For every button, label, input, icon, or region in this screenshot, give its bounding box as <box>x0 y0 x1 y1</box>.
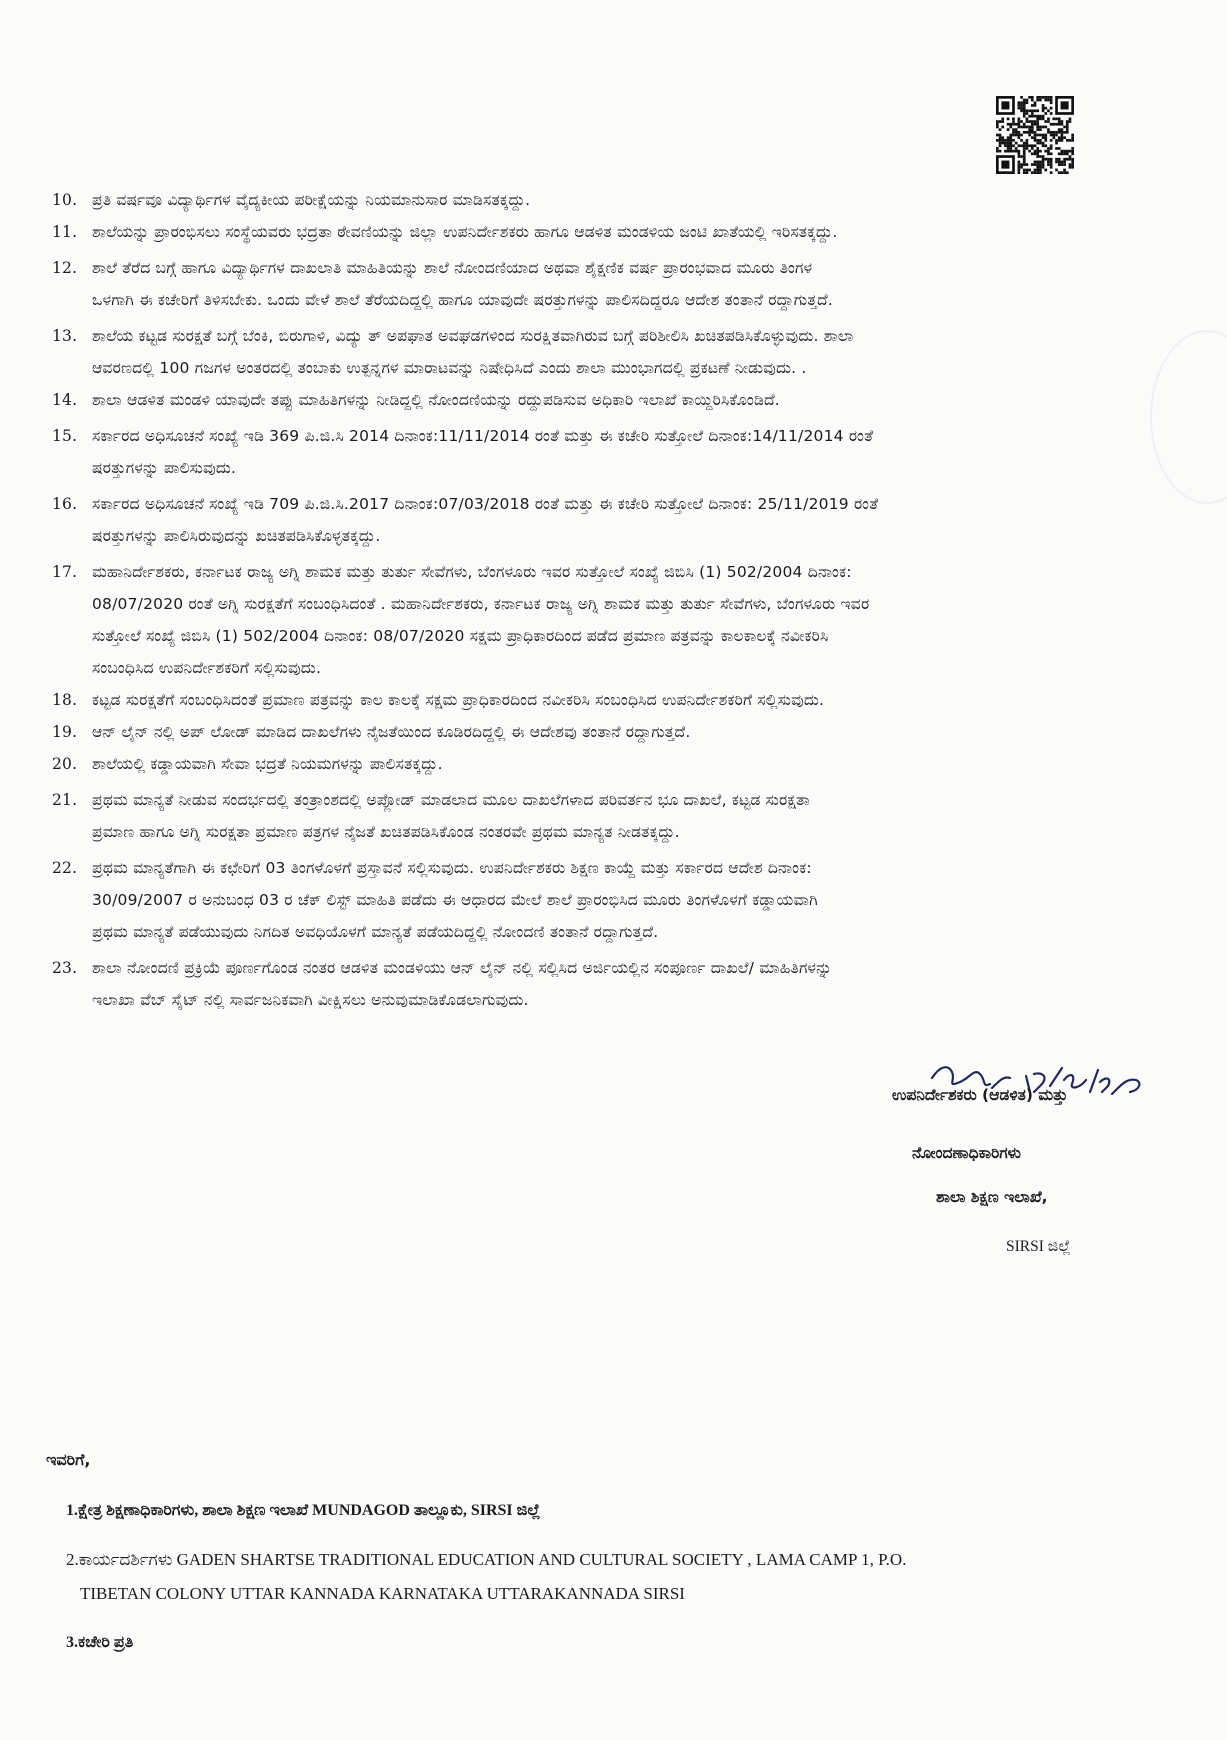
item-text <box>92 320 1162 384</box>
item-text <box>92 716 1162 748</box>
item-number: 14. <box>52 391 78 409</box>
item-text <box>92 216 1162 248</box>
item-text-line: ಶಾಲೆಯಲ್ಲಿ ಕಡ್ಡಾಯವಾಗಿ ಸೇವಾ ಭದ್ರತೆ ನಿಯಮಗಳನ್ನು ಪಾಲಿಸತಕ್ಕದ್ದು. <box>92 755 443 773</box>
item-text <box>92 852 1162 948</box>
item-text-line: ಶಾಲೆ ತೆರೆದ ಬಗ್ಗೆ ಹಾಗೂ ವಿದ್ಯಾರ್ಥಿಗಳ ದಾಖಲಾತಿ ಮಾಹಿತಿಯನ್ನು ಶಾಲೆ ನೋಂದಣಿಯಾದ ಅಥವಾ ಶೈಕ್ಷಣಿಕ ವರ್ಷ ಪ್ರಾರಂಭವಾದ ಮೂರು ತಿಂಗಳ <box>92 259 813 277</box>
recipient-2: 2.ಕಾರ್ಯದರ್ಶಿಗಳು GADEN SHARTSE TRADITIONAL EDUCATION AND CULTURAL SOCIETY , LAMA CAMP 1, P.O. <box>66 1550 907 1569</box>
item-text-line: ಷರತ್ತುಗಳನ್ನು ಪಾಲಿಸುವುದು. <box>92 459 237 477</box>
item-text-line: ಪ್ರಮಾಣ ಹಾಗೂ ಅಗ್ನಿ ಸುರಕ್ಷತಾ ಪ್ರಮಾಣ ಪತ್ರಗಳ ನೈಜತೆ ಖಚಿತಪಡಿಸಿಕೊಂಡ ನಂತರವೇ ಪ್ರಥಮ ಮಾನ್ಯತ ನೀಡತಕ್ಕದ್ದು. <box>92 823 680 841</box>
item-number: 12. <box>52 259 78 277</box>
item-number: 13. <box>52 327 78 345</box>
item-text-line: ಇಲಾಖಾ ವೆಬ್ ಸೈಟ್ ನಲ್ಲಿ ಸಾರ್ವಜನಿಕವಾಗಿ ವೀಕ್ಷಿಸಲು ಅನುವುಮಾಡಿಕೊಡಲಾಗುವುದು. <box>92 991 529 1009</box>
item-text <box>92 420 1162 484</box>
item-number: 20. <box>52 755 78 773</box>
list-item <box>52 852 1162 948</box>
item-text-line: ಸಂಬಂಧಿಸಿದ ಉಪನಿರ್ದೇಶಕರಿಗೆ ಸಲ್ಲಿಸುವುದು. <box>92 659 322 677</box>
item-number: 18. <box>52 691 78 709</box>
list-item <box>52 184 1162 216</box>
item-text-line: ಆವರಣದಲ್ಲಿ 100 ಗಜಗಳ ಅಂತರದಲ್ಲಿ ತಂಬಾಕು ಉತ್ಪನ್ನಗಳ ಮಾರಾಟವನ್ನು ನಿಷೇಧಿಸಿದೆ ಎಂದು ಶಾಲಾ ಮುಂಭಾಗದಲ್ಲಿ ಪ್ರಕಟಣೆ ನೀಡುವುದು. . <box>92 359 807 377</box>
item-text-line: ಶಾಲಾ ನೋಂದಣಿ ಪ್ರಕ್ರಿಯೆ ಪೂರ್ಣಗೊಂಡ ನಂತರ ಆಡಳಿತ ಮಂಡಳಿಯು ಆನ್ ಲೈನ್ ನಲ್ಲಿ ಸಲ್ಲಿಸಿದ ಅರ್ಜಿಯಲ್ಲಿನ ಸಂಪೂರ್ಣ ದಾಖಲೆ/ ಮಾಹಿತಿಗಳನ್ನು <box>92 959 833 977</box>
registering-authority: ನೋಂದಣಾಧಿಕಾರಿಗಳು <box>912 1144 1021 1162</box>
item-text <box>92 252 1162 316</box>
list-item <box>52 784 1162 848</box>
item-number: 11. <box>52 223 78 241</box>
item-text-line: ಒಳಗಾಗಿ ಈ ಕಚೇರಿಗೆ ತಿಳಿಸಬೇಕು. ಒಂದು ವೇಳೆ ಶಾಲೆ ತೆರೆಯದಿದ್ದಲ್ಲಿ ಹಾಗೂ ಯಾವುದೇ ಷರತ್ತುಗಳನ್ನು ಪಾಲಿಸದಿದ್ದರೂ ಆದೇಶ ತಂತಾನೆ ರದ್ದಾಗುತ್ತದೆ. <box>92 291 833 309</box>
item-number: 17. <box>52 563 78 581</box>
conditions-list <box>52 184 1162 1016</box>
list-item <box>52 748 1162 780</box>
item-text <box>92 784 1162 848</box>
item-text-line: ಸುತ್ತೋಲೆ ಸಂಖ್ಯೆ ಜಿಬಿಸಿ (1) 502/2004 ದಿನಾಂಕ: 08/07/2020 ಸಕ್ಷಮ ಪ್ರಾಧಿಕಾರದಿಂದ ಪಡೆದ ಪ್ರಮಾಣ ಪತ್ರವನ್ನು ಕಾಲಕಾಲಕ್ಕೆ ನವೀಕರಿಸಿ <box>92 627 829 645</box>
item-text <box>92 748 1162 780</box>
item-number: 23. <box>52 959 78 977</box>
item-text-line: ಶಾಲಾ ಆಡಳಿತ ಮಂಡಳಿ ಯಾವುದೇ ತಪ್ಪು ಮಾಹಿತಿಗಳನ್ನು ನೀಡಿದ್ದಲ್ಲಿ ನೋಂದಣಿಯನ್ನು ರದ್ದುಪಡಿಸುವ ಅಧಿಕಾರಿ ಇಲಾಖೆ ಕಾಯ್ದಿರಿಸಿಕೊಂಡಿದೆ. <box>92 391 780 409</box>
item-text-line: ಪ್ರತಿ ವರ್ಷವೂ ವಿದ್ಯಾರ್ಥಿಗಳ ವೈದ್ಯಕೀಯ ಪರೀಕ್ಷೆಯನ್ನು ನಿಯಮಾನುಸಾರ ಮಾಡಿಸತಕ್ಕದ್ದು. <box>92 191 531 209</box>
list-item <box>52 684 1162 716</box>
recipient-3: 3.ಕಚೇರಿ ಪ್ರತಿ <box>66 1634 134 1651</box>
list-item <box>52 716 1162 748</box>
item-text-line: 08/07/2020 ರಂತೆ ಅಗ್ನಿ ಸುರಕ್ಷತೆಗೆ ಸಂಬಂಧಿಸಿದಂತೆ . ಮಹಾನಿರ್ದೇಶಕರು, ಕರ್ನಾಟಕ ರಾಜ್ಯ ಅಗ್ನಿ ಶಾಮಕ ಮತ್ತು ತುರ್ತು ಸೇವೆಗಳು, ಬೆಂಗಳೂರು ಇವರ <box>92 595 870 613</box>
item-text <box>92 488 1162 552</box>
item-number: 21. <box>52 791 78 809</box>
item-number: 19. <box>52 723 78 741</box>
item-text <box>92 384 1162 416</box>
item-text-line: ಪ್ರಥಮ ಮಾನ್ಯತೆ ನೀಡುವ ಸಂದರ್ಭದಲ್ಲಿ ತಂತ್ರಾಂಶದಲ್ಲಿ ಅಪ್ಲೋಡ್ ಮಾಡಲಾದ ಮೂಲ ದಾಖಲೆಗಳಾದ ಪರಿವರ್ತನ ಭೂ ದಾಖಲೆ, ಕಟ್ಟಡ ಸುರಕ್ಷತಾ <box>92 791 810 809</box>
item-text <box>92 952 1162 1016</box>
item-text-line: ಶಾಲೆಯನ್ನು ಪ್ರಾರಂಭಿಸಲು ಸಂಸ್ಥೆಯವರು ಭದ್ರತಾ ಠೇವಣಿಯನ್ನು ಜಿಲ್ಲಾ ಉಪನಿರ್ದೇಶಕರು ಹಾಗೂ ಆಡಳಿತ ಮಂಡಳಿಯ ಜಂಟಿ ಖಾತೆಯಲ್ಲಿ ಇರಿಸತಕ್ಕದ್ದು. <box>92 223 838 241</box>
item-text-line: ಮಹಾನಿರ್ದೇಶಕರು, ಕರ್ನಾಟಕ ರಾಜ್ಯ ಅಗ್ನಿ ಶಾಮಕ ಮತ್ತು ತುರ್ತು ಸೇವೆಗಳು, ಬೆಂಗಳೂರು ಇವರ ಸುತ್ತೋಲೆ ಸಂಖ್ಯೆ ಜಿಬಿಸಿ (1) 502/2004 ದಿನಾಂಕ: <box>92 563 852 581</box>
item-text-line: ಆನ್ ಲೈನ್ ನಲ್ಲಿ ಅಪ್ ಲೋಡ್ ಮಾಡಿದ ದಾಖಲೆಗಳು ನೈಜತೆಯಿಂದ ಕೂಡಿರದಿದ್ದಲ್ಲಿ ಈ ಆದೇಶವು ತಂತಾನೆ ರದ್ದಾಗುತ್ತದೆ. <box>92 723 691 741</box>
list-item <box>52 384 1162 416</box>
recipient-2-continued: TIBETAN COLONY UTTAR KANNADA KARNATAKA UTTARAKANNADA SIRSI <box>80 1584 685 1603</box>
list-item <box>52 216 1162 248</box>
item-text-line: ಸರ್ಕಾರದ ಅಧಿಸೂಚನೆ ಸಂಖ್ಯೆ ಇಡಿ 369 ಪಿ.ಜಿ.ಸಿ 2014 ದಿನಾಂಕ:11/11/2014 ರಂತೆ ಮತ್ತು ಈ ಕಚೇರಿ ಸುತ್ತೋಲೆ ದಿನಾಂಕ:14/11/2014 ರಂತೆ <box>92 427 874 445</box>
item-text-line: ಸರ್ಕಾರದ ಅಧಿಸೂಚನೆ ಸಂಖ್ಯೆ ಇಡಿ 709 ಪಿ.ಜಿ.ಸಿ.2017 ದಿನಾಂಕ:07/03/2018 ರಂತೆ ಮತ್ತು ಈ ಕಚೇರಿ ಸುತ್ತೋಲೆ ದಿನಾಂಕ: 25/11/2019 ರಂತೆ <box>92 495 879 513</box>
recipient-1: 1.ಕ್ಷೇತ್ರ ಶಿಕ್ಷಣಾಧಿಕಾರಿಗಳು, ಶಾಲಾ ಶಿಕ್ಷಣ ಇಲಾಖೆ MUNDAGOD ತಾಲ್ಲೂಕು, SIRSI ಜಿಲ್ಲೆ <box>66 1502 541 1519</box>
item-number: 10. <box>52 191 78 209</box>
list-item <box>52 252 1162 316</box>
department-name: ಶಾಲಾ ಶಿಕ್ಷಣ ಇಲಾಖೆ, <box>936 1188 1048 1206</box>
item-text <box>92 184 1162 216</box>
signatory-designation: ಉಪನಿರ್ದೇಶಕರು (ಆಡಳಿತ) ಮತ್ತು <box>892 1086 1068 1104</box>
item-text-line: ಶಾಲೆಯ ಕಟ್ಟಡ ಸುರಕ್ಷತೆ ಬಗ್ಗೆ ಬೆಂಕಿ, ಬಿರುಗಾಳಿ, ವಿದ್ಯು ತ್ ಅಪಘಾತ ಅವಘಡಗಳಿಂದ ಸುರಕ್ಷಿತವಾಗಿರುವ ಬಗ್ಗೆ ಪರಿಶೀಲಿಸಿ ಖಚಿತಪಡಿಸಿಕೊಳ್ಳುವುದು. ಶಾಲಾ <box>92 327 854 345</box>
list-item <box>52 952 1162 1016</box>
list-item <box>52 420 1162 484</box>
item-text <box>92 684 1162 716</box>
item-text-line: ಪ್ರಥಮ ಮಾನ್ಯತೆ ಪಡೆಯುವುದು ನಿಗದಿತ ಅವಧಿಯೊಳಗೆ ಮಾನ್ಯತೆ ಪಡೆಯದಿದ್ದಲ್ಲಿ ನೋಂದಣಿ ತಂತಾನೆ ರದ್ದಾಗುತ್ತದೆ. <box>92 923 659 941</box>
item-number: 15. <box>52 427 78 445</box>
item-number: 22. <box>52 859 78 877</box>
item-text-line: 30/09/2007 ರ ಅನುಬಂಧ 03 ರ ಚೆಕ್ ಲಿಸ್ಟ್ ಮಾಹಿತಿ ಪಡೆದು ಈ ಆಧಾರದ ಮೇಲೆ ಶಾಲೆ ಪ್ರಾರಂಭಿಸಿದ ಮೂರು ತಿಂಗಳೊಳಗೆ ಕಡ್ಡಾಯವಾಗಿ <box>92 891 818 909</box>
item-text-line: ಷರತ್ತುಗಳನ್ನು ಪಾಲಿಸಿರುವುದನ್ನು ಖಚಿತಪಡಿಸಿಕೊಳ್ಳತಕ್ಕದ್ದು. <box>92 527 381 545</box>
recipients-heading: ಇವರಿಗೆ, <box>46 1450 91 1469</box>
list-item <box>52 488 1162 552</box>
item-text-line: ಪ್ರಥಮ ಮಾನ್ಯತೆಗಾಗಿ ಈ ಕಛೇರಿಗೆ 03 ತಿಂಗಳೊಳಗೆ ಪ್ರಸ್ತಾವನೆ ಸಲ್ಲಿಸುವುದು. ಉಪನಿರ್ದೇಶಕರು ಶಿಕ್ಷಣ ಕಾಯ್ದೆ ಮತ್ತು ಸರ್ಕಾರದ ಆದೇಶ ದಿನಾಂಕ: <box>92 859 812 877</box>
item-number: 16. <box>52 495 78 513</box>
item-text-line: ಕಟ್ಟಡ ಸುರಕ್ಷತೆಗೆ ಸಂಬಂಧಿಸಿದಂತೆ ಪ್ರಮಾಣ ಪತ್ರವನ್ನು ಕಾಲ ಕಾಲಕ್ಕೆ ಸಕ್ಷಮ ಪ್ರಾಧಿಕಾರದಿಂದ ನವೀಕರಿಸಿ ಸಂಬಂಧಿಸಿದ ಉಪನಿರ್ದೇಶಕರಿಗೆ ಸಲ್ಲಿಸುವುದು. <box>92 691 825 709</box>
list-item <box>52 556 1162 684</box>
list-item <box>52 320 1162 384</box>
item-text <box>92 556 1162 684</box>
district-name: SIRSI ಜಿಲ್ಲೆ <box>1006 1238 1071 1255</box>
qr-code <box>996 96 1074 174</box>
